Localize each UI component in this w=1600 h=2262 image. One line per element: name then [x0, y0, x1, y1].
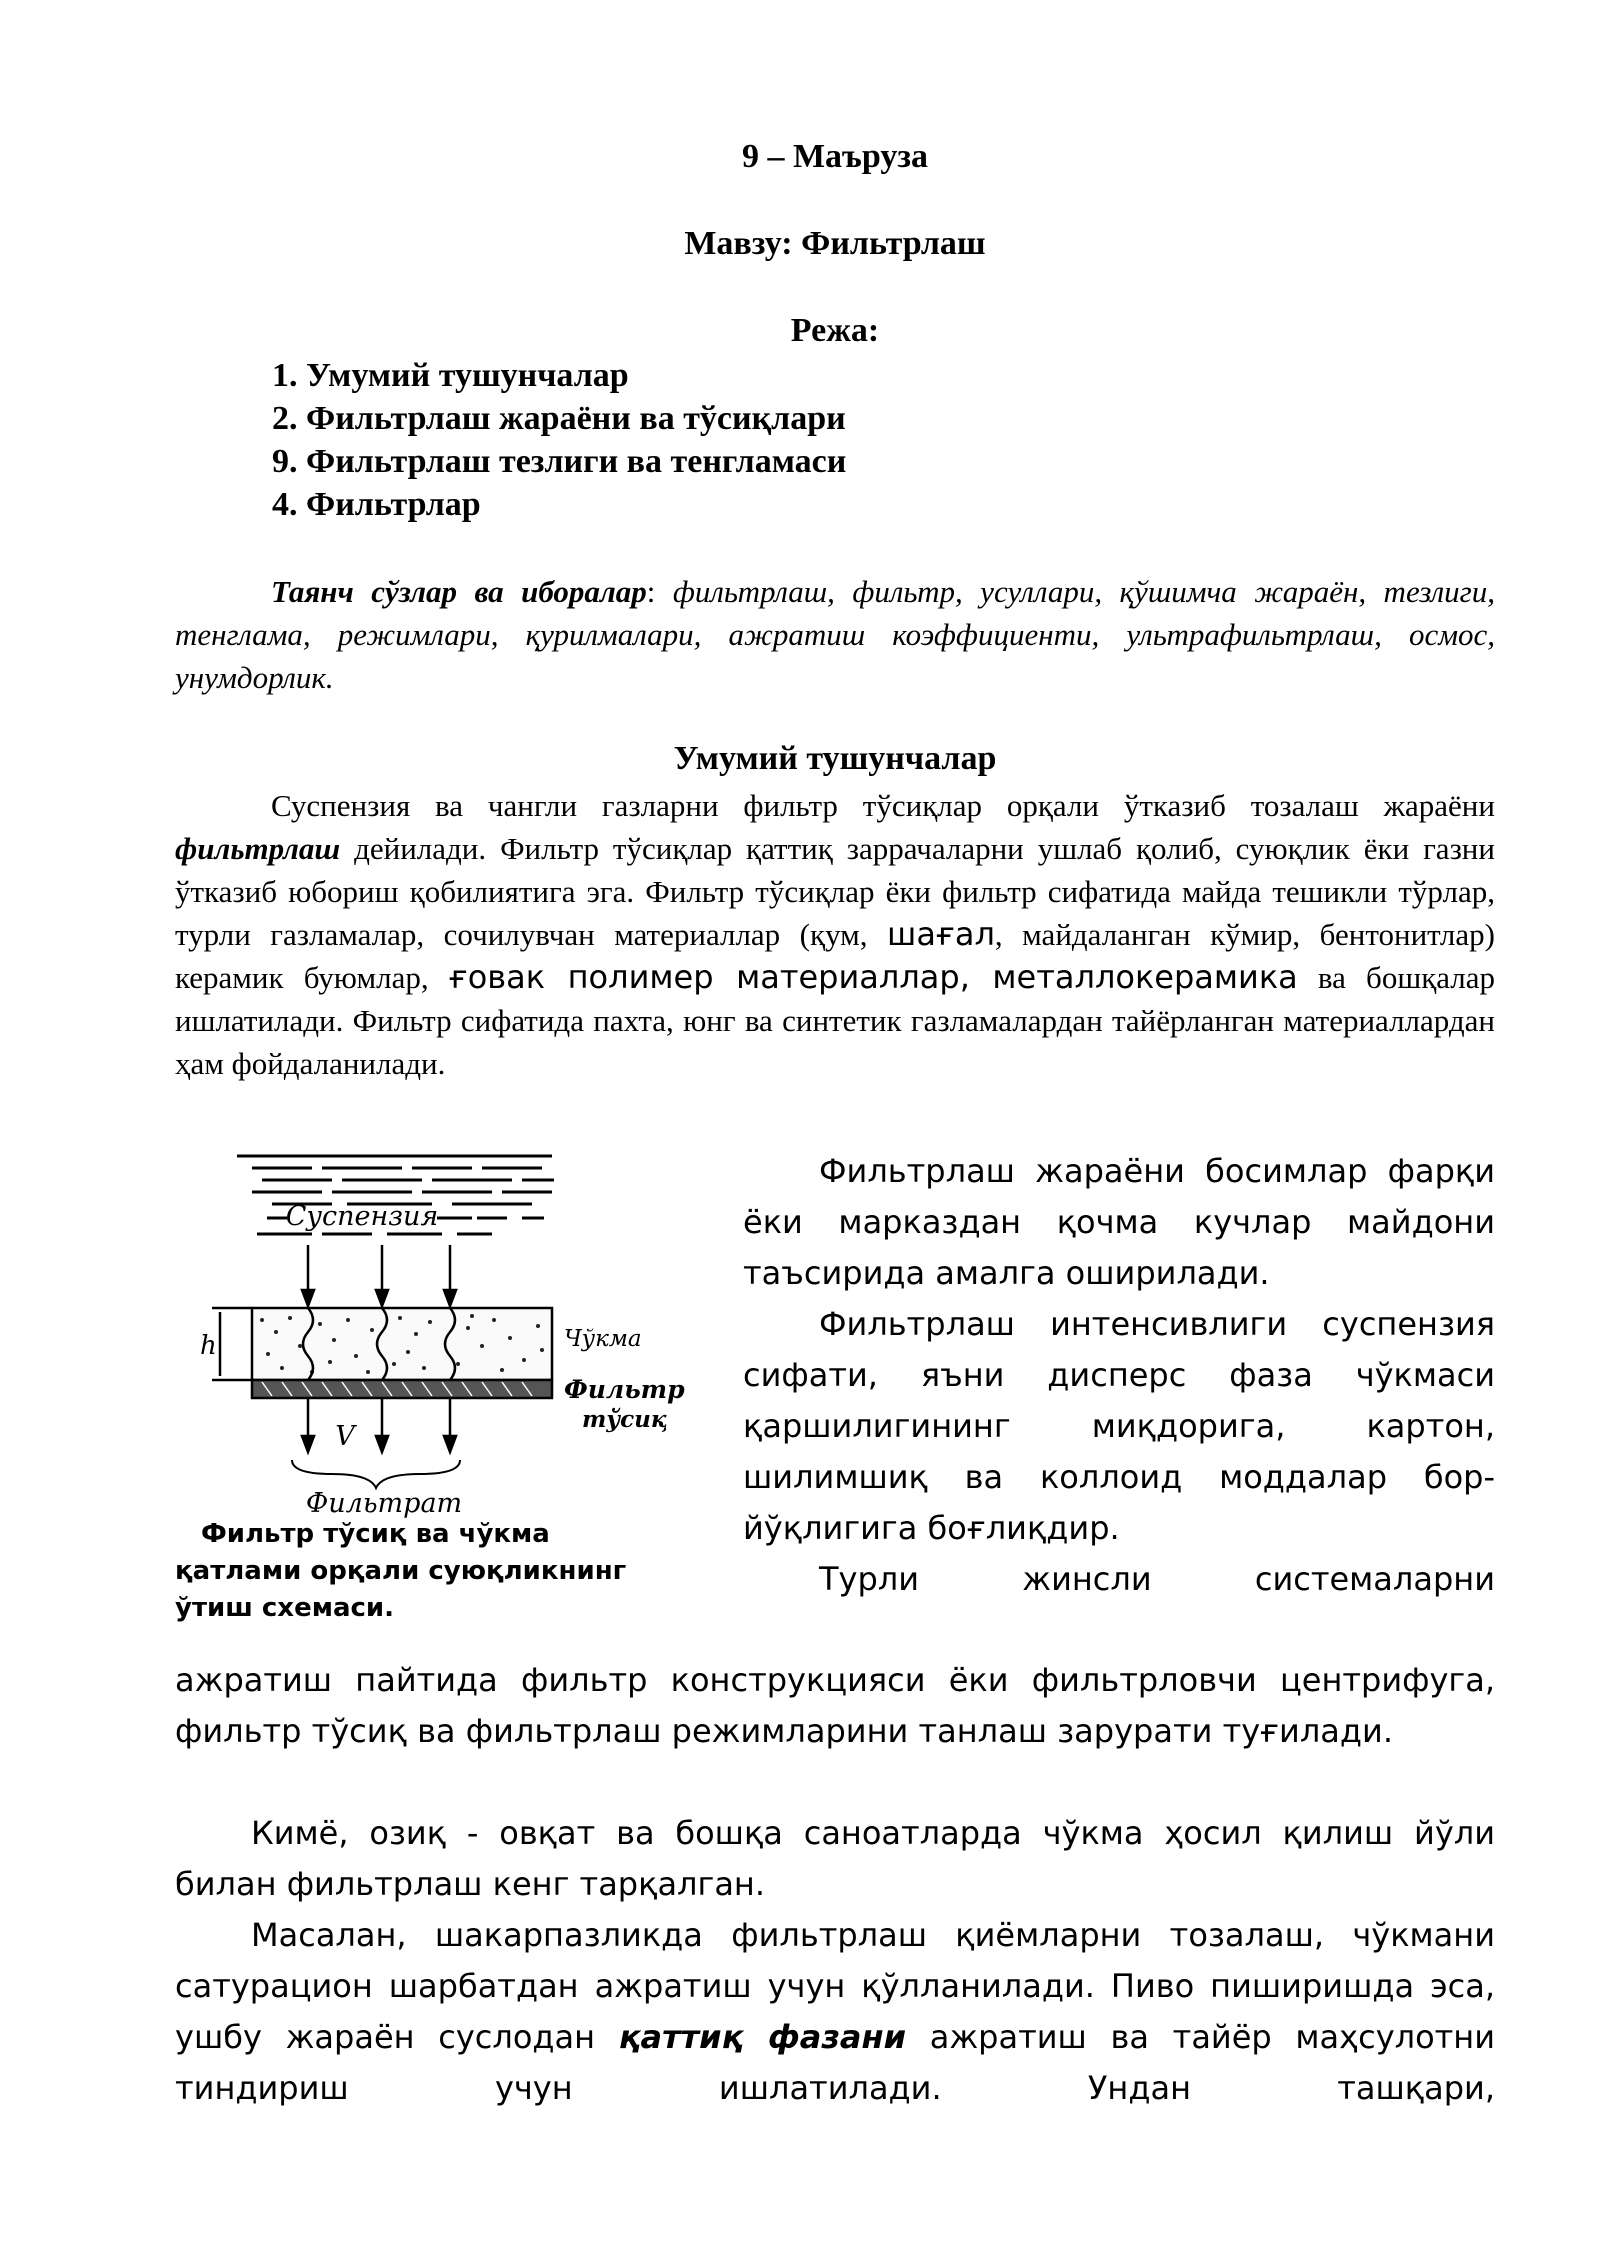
flow-arrows-top [302, 1245, 456, 1306]
para1-text: дейилади. Фильтр тўсиқлар қаттиқ заррачаларни ушлаб қолиб, суюқлик ёки газни ўтказиб юбориш қобилиятига эга. Фильтр тўсиқлар ёки фильтр сифатида майда тешикли тўрлар, турли газламалар, сочилувчан материаллар (қум, [175, 831, 1495, 952]
cake-label: Чўкма [564, 1326, 642, 1352]
flow-arrows-bottom [302, 1398, 456, 1452]
paragraph-general [175, 784, 1495, 1085]
lecture-title: 9 – Маъруза [741, 138, 929, 175]
filtrate-label: Фильтрат [305, 1488, 463, 1519]
topic-title: Мавзу: Фильтрлаш [684, 225, 986, 262]
keywords-label: Таянч сўзлар ва иборалар [271, 574, 647, 609]
keywords-separator: : [646, 574, 673, 609]
suspension-label: Суспензия [285, 1201, 439, 1232]
paragraph-examples: Масалан, шакарпазликда фильтрлаш қиёмларни тозалаш, чўкмани сатурацион шарбатдан ажратиш учун қўлланилади. Пиво пиширишда эса, ушбу жараён суслодан қаттиқ фазани ажратиш ва тайёр маҳсулотни тиндириш учун ишлатилади. Ундан ташқари, [175, 1916, 1496, 2107]
plan-heading: Режа: [790, 312, 880, 349]
para1-term: фильтрлаш [175, 831, 341, 866]
paragraph-systems: ажратиш пайтида фильтр конструкцияси ёки фильтрловчи центрифуга, фильтр тўсиқ ва фильтрлаш режимларини танлаш зарурати туғилади. [175, 1661, 1495, 1750]
plan-item: 4. Фильтрлар [272, 486, 481, 523]
h-label: h [200, 1331, 217, 1361]
section-heading: Умумий тушунчалар [673, 740, 997, 777]
h-dimension [212, 1308, 252, 1380]
filter-label-2: тўсиқ [582, 1406, 667, 1433]
filter-label: Фильтр [564, 1375, 685, 1404]
paragraph-intensity: Фильтрлаш интенсивлиги суспензия сифати, яъни дисперс фаза чўкмаси қаршилигининг миқдорига, картон, шилимшиқ ва коллоид моддалар бор-йўқлигига боғлиқдир. [743, 1305, 1495, 1547]
cake-layer [252, 1308, 552, 1380]
para1-text: ва бошқалар ишлатилади. Фильтр сифатида пахта, юнг ва синтетик газламалардан тайёрланган материаллардан ҳам фойдаланилади. [175, 960, 1496, 1081]
plan-item: 2. Фильтрлаш жараёни ва тўсиқлари [272, 400, 846, 437]
para1-sans: ғовак полимер материаллар, металлокерамика [448, 958, 1298, 996]
paragraph-pressure: Фильтрлаш жараёни босимлар фарқи ёки марказдан қочма кучлар майдони таъсирида амалга оширилади. [743, 1152, 1495, 1292]
paragraph-systems-start: Турли жинсли системаларни [819, 1560, 1495, 1598]
keywords-paragraph [175, 570, 1495, 699]
para1-text: , майдаланган кўмир, бентонитлар) керамик буюмлар, [175, 917, 1495, 995]
para1-text: Суспензия ва чангли газларни фильтр тўсиқлар орқали ўтказиб тозалаш жараёни [271, 788, 1495, 823]
filtrate-brace [292, 1460, 460, 1488]
v-label: V [335, 1421, 355, 1452]
para1-sans: шағал [887, 915, 995, 953]
keywords-text: фильтрлаш, фильтр, усуллари, қўшимча жараён, тезлиги, тенглама, режимлари, қурилмалари, ажратиш коэффициенти, ультрафильтрлаш, осмос, унумдорлик. [175, 574, 1495, 695]
para6-term: қаттиқ фазани [618, 2018, 907, 2056]
right-column [743, 1146, 1495, 1605]
plan-list [272, 354, 1172, 526]
paragraph-industry: Кимё, озиқ - овқат ва бошқа саноатларда чўкма ҳосил қилиш йўли билан фильтрлаш кенг тарқалган. [175, 1814, 1495, 1903]
figure-caption: Фильтр тўсиқ ва чўкма қатлами орқали суюқликнинг ўтиш схемаси. [175, 1519, 627, 1623]
filter-scheme-figure [172, 1150, 692, 1520]
plan-item: 1. Умумий тушунчалар [272, 357, 629, 394]
plan-item: 9. Фильтрлаш тезлиги ва тенгламаси [272, 443, 847, 480]
